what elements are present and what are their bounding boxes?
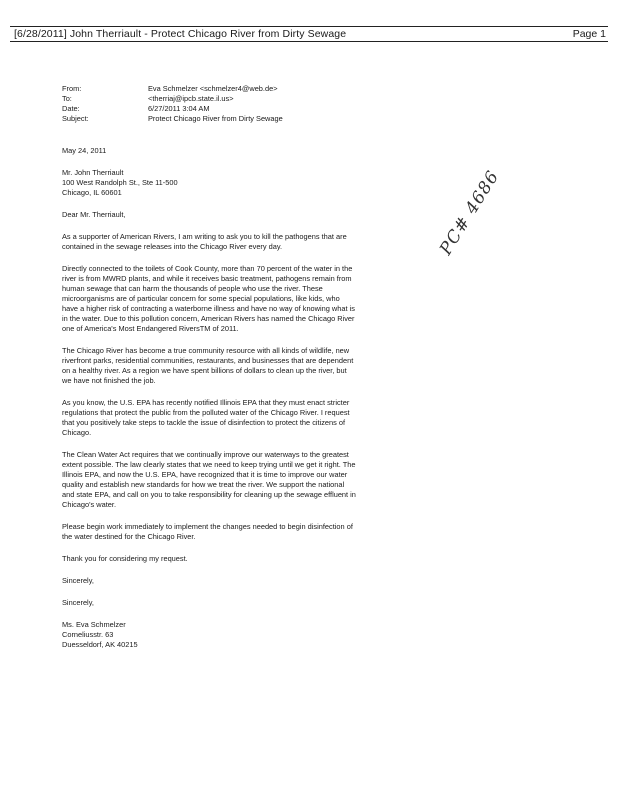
recipient-address <box>62 168 357 198</box>
signature-line: Ms. Eva Schmelzer <box>62 620 126 629</box>
date-label: Date: <box>62 104 80 113</box>
from-value: Eva Schmelzer <schmelzer4@web.de> <box>148 84 278 93</box>
from-row <box>62 84 283 94</box>
paragraph: Thank you for considering my request. <box>62 554 188 563</box>
subject-row <box>62 114 283 124</box>
recipient-line: Mr. John Therriault <box>62 168 124 177</box>
to-row <box>62 94 283 104</box>
paragraph: Directly connected to the toilets of Cook County, more than 70 percent of the water in the river is from MWRD plants, and while it receives basic treatment, pathogens remain from human sewage that can harm the thousands of people who use the river. These microorganisms are of particular concern for some special populations, like kids, who have a higher risk of contracting a waterborne illness and have no way of knowing what is in the water. Due to this pollution concern, American Rivers has named the Chicago River one of America's Most Endangered RiversTM of 2011. <box>62 264 355 333</box>
handwritten-note: PC# 4686 <box>436 167 504 259</box>
paragraph: The Chicago River has become a true community resource with all kinds of wildlife, new riverfront parks, residential communities, restaurants, and businesses that are dependent on a healthy river. As a region we have spent billions of dollars to clean up the river, but we have not finished the job. <box>62 346 354 385</box>
to-value: <therriaj@ipcb.state.il.us> <box>148 94 234 103</box>
subject-value: Protect Chicago River from Dirty Sewage <box>148 114 283 123</box>
closing: Sincerely, <box>62 576 94 585</box>
paragraph: As you know, the U.S. EPA has recently notified Illinois EPA that they must enact stricter regulations that protect the public from the polluted water of the Chicago River. I request that you positively take steps to tackle the issue of disinfection to protect the citizens of Chicago. <box>62 398 350 437</box>
from-label: From: <box>62 84 82 93</box>
header-title: [6/28/2011] John Therriault - Protect Chicago River from Dirty Sewage <box>14 28 347 40</box>
page-number: Page 1 <box>572 28 606 40</box>
recipient-line: Chicago, IL 60601 <box>62 188 122 197</box>
recipient-line: 100 West Randolph St., Ste 11-500 <box>62 178 178 187</box>
paragraph: The Clean Water Act requires that we continually improve our waterways to the greatest extent possible. The law clearly states that we need to keep trying until we get it right. The Illinois EPA, and now the U.S. EPA, have recognized that it is time to improve our water quality and establish new standards for how we treat the river. We support the national and state EPA, and call on you to take responsibility for cleaning up the sewage effluent in Chicago's water. <box>62 450 356 509</box>
salutation: Dear Mr. Therriault, <box>62 210 126 219</box>
date-row <box>62 104 283 114</box>
signature-block <box>62 620 357 650</box>
letter-date: May 24, 2011 <box>62 146 107 155</box>
signature-line: Corneliusstr. 63 <box>62 630 114 639</box>
document-header <box>10 26 608 42</box>
closing: Sincerely, <box>62 598 94 607</box>
email-meta <box>62 84 283 124</box>
paragraph: Please begin work immediately to implement the changes needed to begin disinfection of the water destined for the Chicago River. <box>62 522 353 541</box>
to-label: To: <box>62 94 72 103</box>
paragraph: As a supporter of American Rivers, I am writing to ask you to kill the pathogens that are contained in the sewage releases into the Chicago River every day. <box>62 232 347 251</box>
subject-label: Subject: <box>62 114 89 123</box>
letter-body <box>62 146 357 662</box>
signature-line: Duesseldorf, AK 40215 <box>62 640 138 649</box>
date-value: 6/27/2011 3:04 AM <box>148 104 210 113</box>
